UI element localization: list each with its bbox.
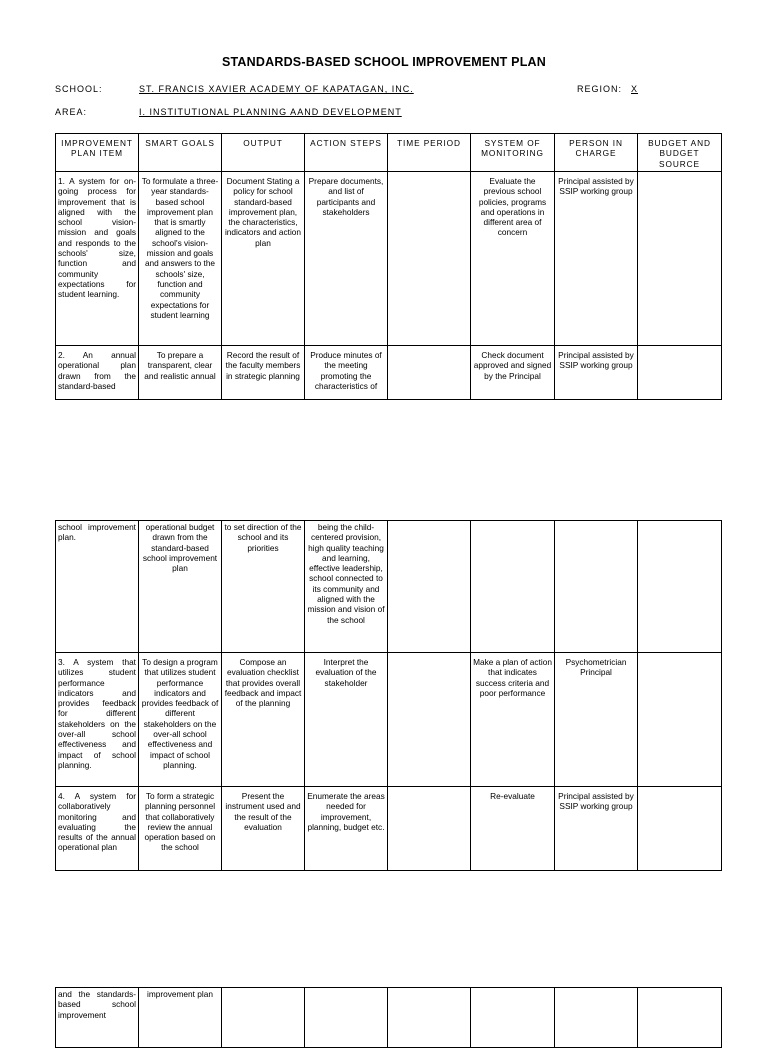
column-header: IMPROVEMENT PLAN ITEM [56, 134, 139, 172]
cell-budget [638, 653, 722, 787]
column-header: BUDGET AND BUDGET SOURCE [638, 134, 722, 172]
cell-time [388, 988, 471, 1048]
cell-person: Principal assisted by SSIP working group [555, 346, 638, 400]
cell-time [388, 172, 471, 346]
table-row [56, 787, 722, 871]
table-row [56, 172, 722, 346]
column-header: SMART GOALS [139, 134, 222, 172]
cell-output: Present the instrument used and the result of the evaluation [222, 787, 305, 871]
cell-budget [638, 346, 722, 400]
cell-person: Principal assisted by SSIP working group [555, 172, 638, 346]
page-title: STANDARDS-BASED SCHOOL IMPROVEMENT PLAN [221, 55, 547, 69]
cell-budget [638, 787, 722, 871]
cell-goals: operational budget drawn from the standard-based school improvement plan [139, 521, 222, 653]
cell-monitoring [471, 988, 555, 1048]
school-value: ST. FRANCIS XAVIER ACADEMY OF KAPATAGAN, INC. [139, 84, 414, 94]
cell-time [388, 346, 471, 400]
table-row [56, 521, 722, 653]
cell-goals: improvement plan [139, 988, 222, 1048]
table-header-row [56, 134, 722, 172]
cell-time [388, 653, 471, 787]
cell-output [222, 988, 305, 1048]
cell-action: Prepare documents, and list of participants and stakeholders [305, 172, 388, 346]
area-label: AREA: [55, 107, 88, 117]
cell-action: Enumerate the areas needed for improvement, planning, budget etc. [305, 787, 388, 871]
cell-budget [638, 988, 722, 1048]
cell-item: school improvement plan. [56, 521, 139, 653]
cell-budget [638, 172, 722, 346]
school-label: SCHOOL: [55, 84, 103, 94]
cell-person: Principal assisted by SSIP working group [555, 787, 638, 871]
column-header: ACTION STEPS [305, 134, 388, 172]
plan-table-page-3 [55, 987, 722, 1048]
cell-monitoring: Check document approved and signed by the Principal [471, 346, 555, 400]
table-row [56, 346, 722, 400]
cell-output: Document Stating a policy for school standard-based improvement plan, the characteristics, indicators and action plan [222, 172, 305, 346]
cell-item: 3. A system that utilizes student performance indicators and provides feedback for different stakeholders on the over-all school effectiveness and impact of school planning. [56, 653, 139, 787]
column-header: TIME PERIOD [388, 134, 471, 172]
cell-action: Interpret the evaluation of the stakeholder [305, 653, 388, 787]
region-value: X [631, 84, 639, 94]
cell-item: and the standards-based school improvement [56, 988, 139, 1048]
table-row [56, 988, 722, 1048]
cell-output: to set direction of the school and its priorities [222, 521, 305, 653]
cell-action [305, 988, 388, 1048]
cell-monitoring [471, 521, 555, 653]
cell-goals: To form a strategic planning personnel that collaboratively review the annual operation based on the school [139, 787, 222, 871]
cell-person [555, 988, 638, 1048]
cell-item: 4. A system for collaboratively monitoring and evaluating the results of the annual operational plan [56, 787, 139, 871]
cell-goals: To prepare a transparent, clear and realistic annual [139, 346, 222, 400]
plan-table-page-1 [55, 133, 722, 400]
column-header: SYSTEM OF MONITORING [471, 134, 555, 172]
cell-person: Psychometrician Principal [555, 653, 638, 787]
region-label: REGION: [577, 84, 623, 94]
cell-action: Produce minutes of the meeting promoting the characteristics of [305, 346, 388, 400]
plan-table-page-2 [55, 520, 722, 871]
cell-person [555, 521, 638, 653]
cell-time [388, 787, 471, 871]
cell-item: 1. A system for on-going process for improvement that is aligned with the school vision-mission and goals and responds to the schools' size, function and community expectations for student learning. [56, 172, 139, 346]
cell-output: Compose an evaluation checklist that provides overall feedback and impact of the planning [222, 653, 305, 787]
cell-action: being the child-centered provision, high quality teaching and learning, effective leadership, school connected to its community and aligned with the mission and vision of the school [305, 521, 388, 653]
cell-output: Record the result of the faculty members in strategic planning [222, 346, 305, 400]
cell-budget [638, 521, 722, 653]
table-row [56, 653, 722, 787]
cell-monitoring: Evaluate the previous school policies, programs and operations in different area of concern [471, 172, 555, 346]
cell-goals: To design a program that utilizes student performance indicators and provides feedback of different stakeholders on the over-all school effectiveness and impact of school planning. [139, 653, 222, 787]
cell-monitoring: Make a plan of action that indicates success criteria and poor performance [471, 653, 555, 787]
cell-time [388, 521, 471, 653]
cell-goals: To formulate a three-year standards-based school improvement plan that is smartly aligned to the school's vision-mission and goals and answers to the schools' size, function and community expectations for student learning [139, 172, 222, 346]
column-header: PERSON IN CHARGE [555, 134, 638, 172]
cell-item: 2. An annual operational plan drawn from the standard-based [56, 346, 139, 400]
column-header: OUTPUT [222, 134, 305, 172]
area-value: I. INSTITUTIONAL PLANNING AAND DEVELOPMENT [139, 107, 402, 117]
cell-monitoring: Re-evaluate [471, 787, 555, 871]
